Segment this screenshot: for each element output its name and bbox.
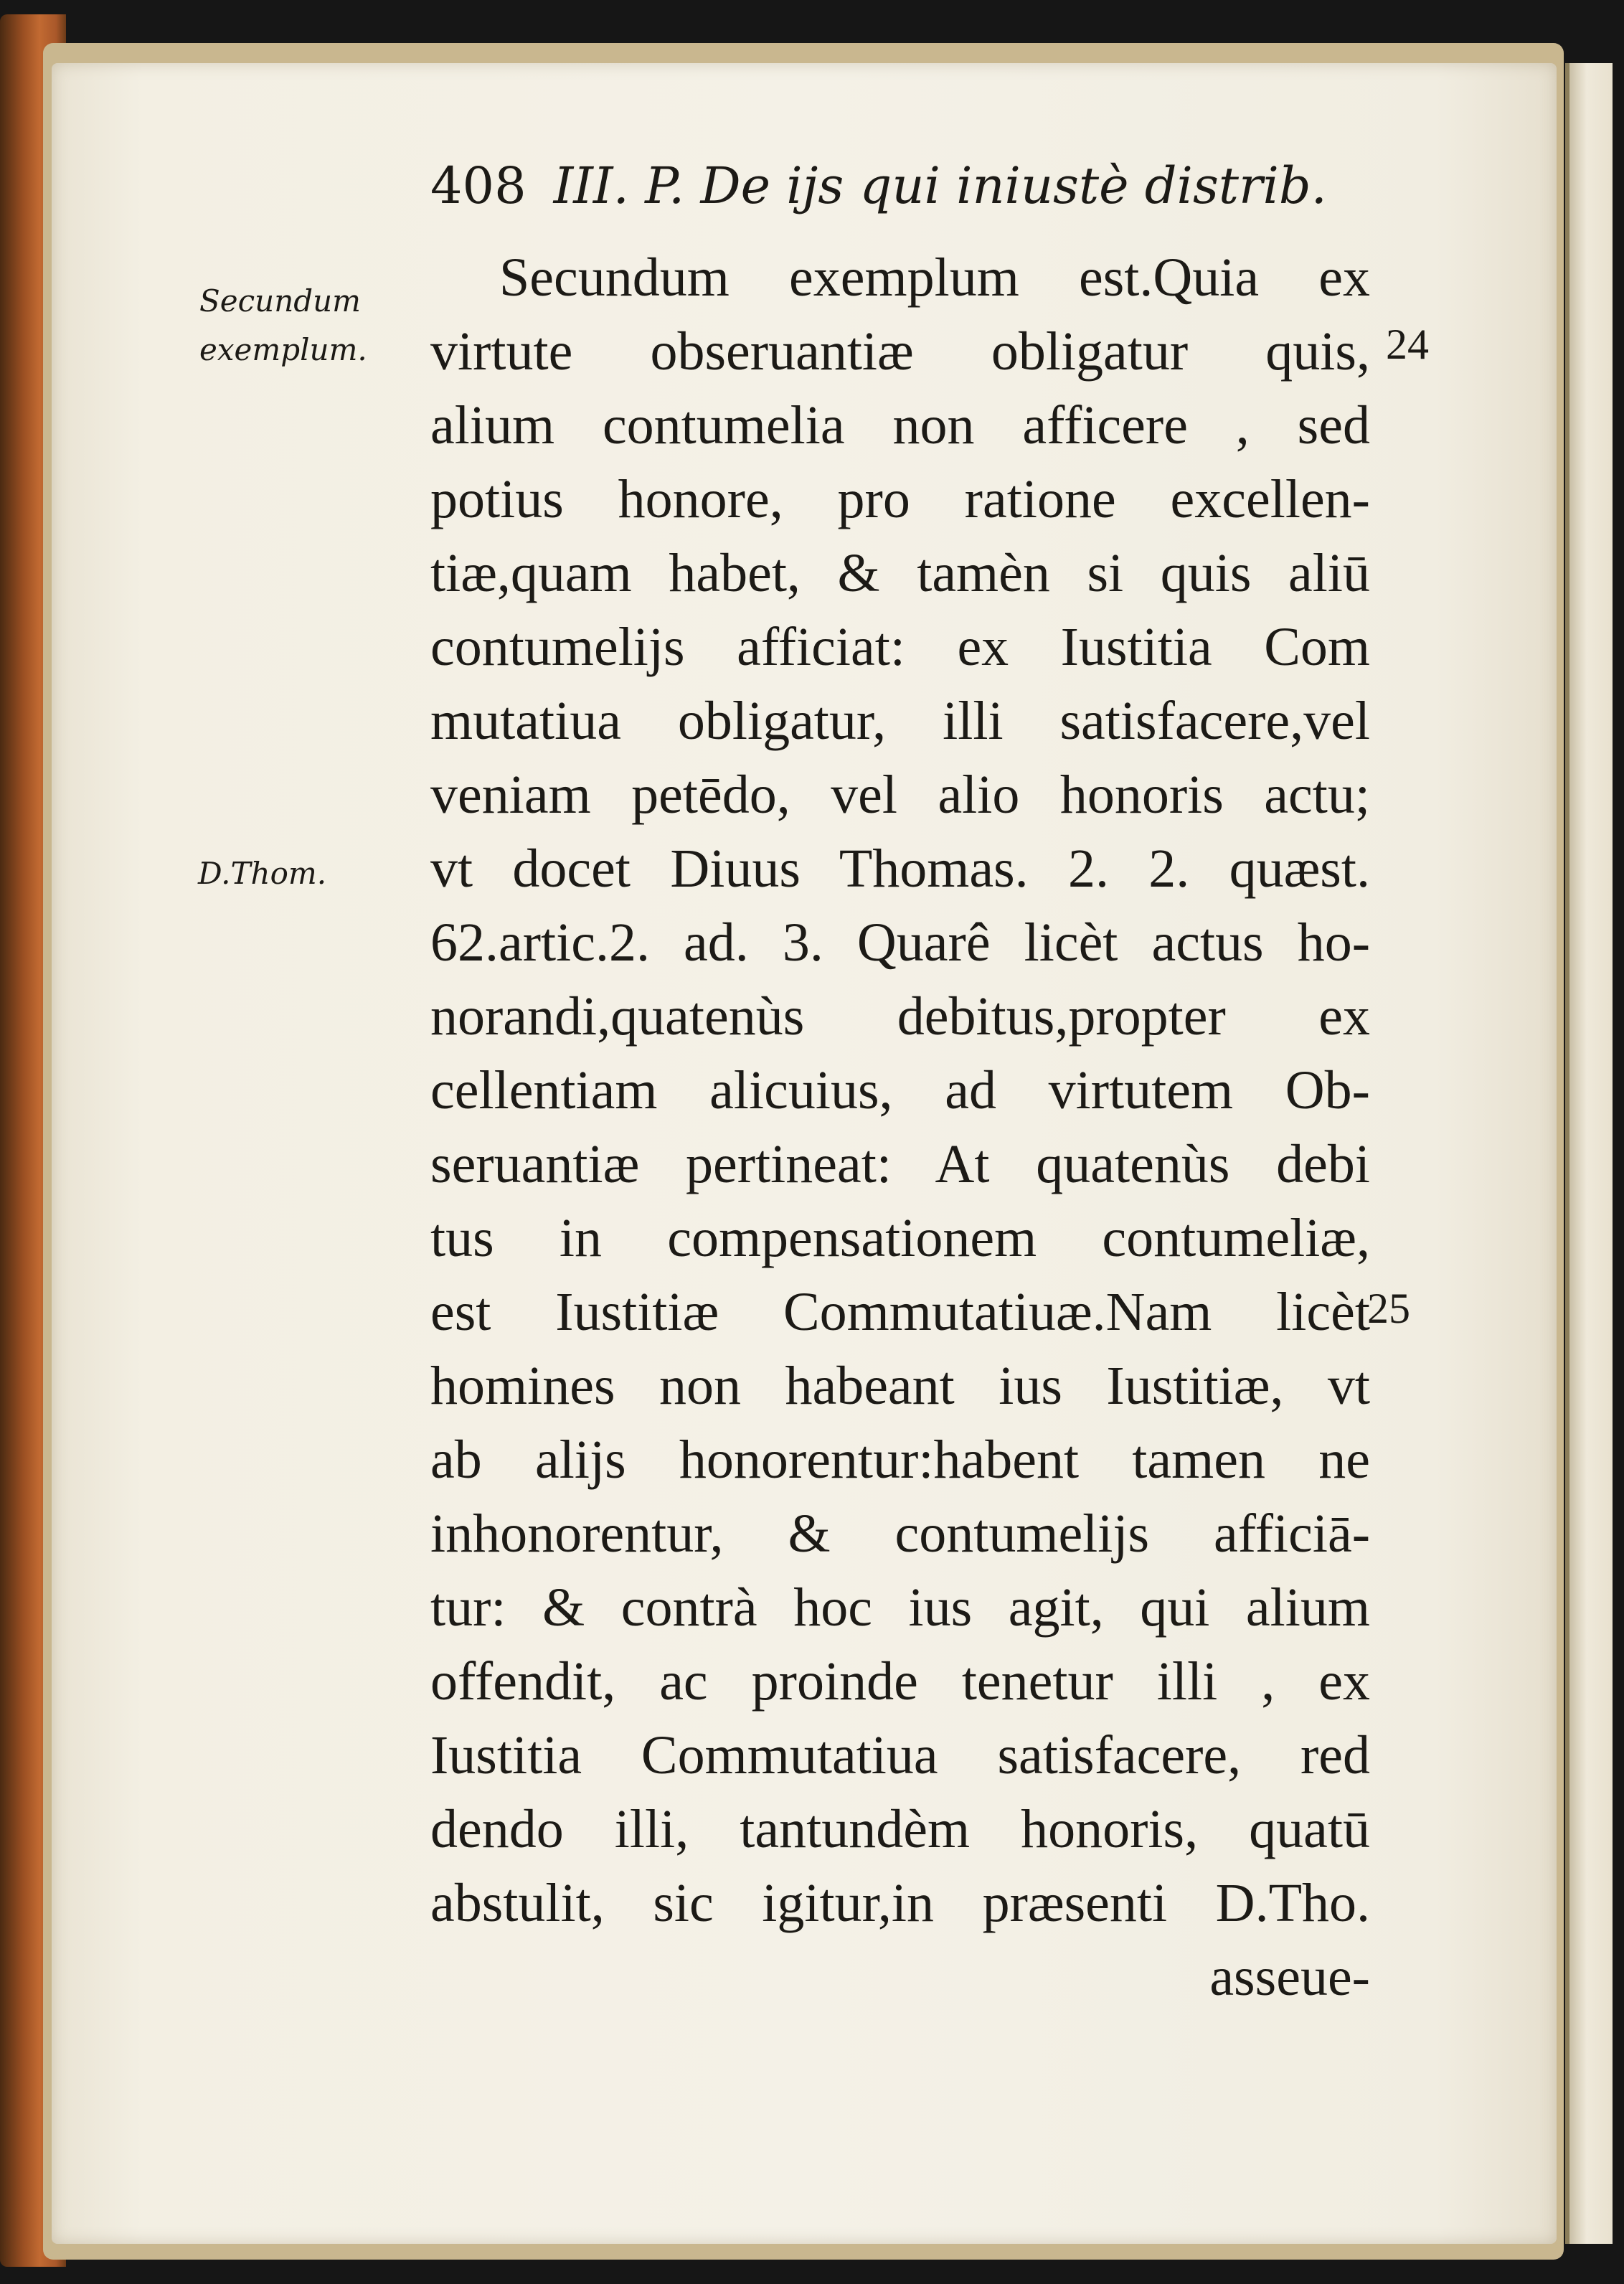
catchword: asseue- <box>1209 1947 1370 2007</box>
text-line: Secundum exemplum est.Quia ex <box>499 247 1370 308</box>
margin-note-line: exemplum. <box>199 332 367 367</box>
text-line: tiæ,quam habet, & tamèn si quis aliū <box>430 543 1370 603</box>
facing-page-edge <box>1565 63 1613 2244</box>
text-line: homines non habeant ius Iustitiæ, vt <box>430 1356 1370 1416</box>
text-line: Iustitia Commutatiua satisfacere, red <box>430 1725 1370 1785</box>
text-line: tus in compensationem contumeliæ, <box>430 1208 1370 1268</box>
margin-note-dthom: D.Thom. <box>198 856 327 891</box>
text-line: cellentiam alicuius, ad virtutem Ob- <box>430 1060 1370 1120</box>
text-line: mutatiua obligatur, illi satisfacere,vel <box>430 691 1370 751</box>
text-line: abstulit, sic igitur,in præsenti D.Tho. <box>430 1873 1370 1933</box>
body-text <box>430 241 1370 2014</box>
text-line: potius honore, pro ratione excellen- <box>430 469 1370 529</box>
text-line: seruantiæ pertineat: At quatenùs debi <box>430 1134 1370 1194</box>
margin-note-secundum-exemplum <box>199 277 367 374</box>
text-line: offendit, ac proinde tenetur illi , ex <box>430 1651 1370 1712</box>
text-line: ab alijs honorentur:habent tamen ne <box>430 1430 1370 1490</box>
line-marker-24: 24 <box>1386 321 1429 368</box>
text-line: veniam petēdo, vel alio honoris actu; <box>430 765 1370 825</box>
text-line: 62.artic.2. ad. 3. Quarê licèt actus ho- <box>430 912 1370 973</box>
page-number: 408 <box>430 156 527 215</box>
text-line: alium contumelia non afficere , sed <box>430 395 1370 456</box>
running-head: III. P. De ijs qui iniustè distrib. <box>553 156 1327 215</box>
text-line: dendo illi, tantundèm honoris, quatū <box>430 1799 1370 1859</box>
text-line: norandi,quatenùs debitus,propter ex <box>430 986 1370 1047</box>
text-line: contumelijs afficiat: ex Iustitia Com <box>430 617 1370 677</box>
line-marker-25: 25 <box>1367 1285 1410 1332</box>
text-line: inhonorentur, & contumelijs afficiā- <box>430 1504 1370 1564</box>
text-line: est Iustitiæ Commutatiuæ.Nam licèt <box>430 1282 1370 1342</box>
text-line: vt docet Diuus Thomas. 2. 2. quæst. <box>430 839 1370 899</box>
text-line: virtute obseruantiæ obligatur quis, <box>430 321 1370 382</box>
margin-note-line: Secundum <box>199 283 362 318</box>
page-header <box>430 156 1377 215</box>
text-line: tur: & contrà hoc ius agit, qui alium <box>430 1577 1370 1638</box>
